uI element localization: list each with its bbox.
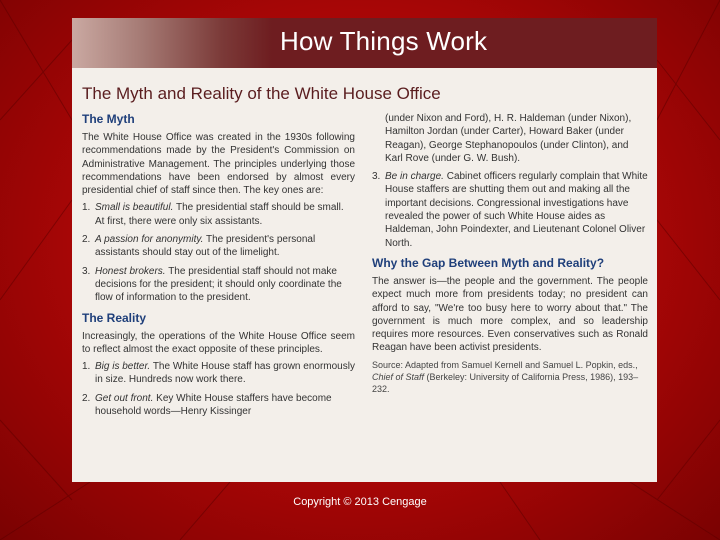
item-text: The president's personal assistants should stay out of the limelight. bbox=[95, 234, 316, 259]
list-item bbox=[82, 233, 355, 260]
copyright-footer: Copyright © 2013 Cengage bbox=[293, 496, 427, 508]
item-lead: Get out front. bbox=[95, 392, 154, 404]
reality-list bbox=[82, 360, 355, 418]
reality-heading: The Reality bbox=[82, 310, 147, 325]
myth-heading: The Myth bbox=[82, 112, 135, 126]
gap-text: The answer is—the people and the government. The people expect much more from presidents today; no president can afford to say, "We're too busy here to worry about that." The government is much more complex, and so leadership requires more resources. Even conservatives such as Ronald Reagan have been activist presidents. bbox=[372, 275, 648, 354]
item-number: 1. bbox=[82, 202, 91, 214]
item-number: 1. bbox=[82, 361, 91, 373]
reality-intro: Increasingly, the operations of the White House Office seem to reflect almost the exact opposite of these principles. bbox=[82, 330, 355, 355]
item-lead: Honest brokers. bbox=[95, 265, 166, 277]
document-title: The Myth and Reality of the White House Office bbox=[82, 84, 441, 103]
item-lead: A passion for anonymity. bbox=[95, 234, 204, 246]
source-prefix: Source: Adapted from Samuel Kernell and Samuel L. Popkin, eds., bbox=[372, 359, 638, 370]
item-lead: Big is better. bbox=[95, 361, 151, 373]
item-number: 2. bbox=[82, 392, 91, 404]
gap-heading: Why the Gap Between Myth and Reality? bbox=[372, 255, 605, 270]
source-citation bbox=[372, 359, 648, 395]
myth-list bbox=[82, 201, 355, 304]
item-text: Key White House staffers have become household words—Henry Kissinger bbox=[95, 392, 332, 418]
list-item bbox=[372, 170, 648, 250]
list-item bbox=[82, 360, 355, 387]
source-book: Chief of Staff bbox=[372, 371, 425, 382]
textbook-figure bbox=[72, 18, 657, 482]
item-number: 3. bbox=[82, 265, 91, 277]
item-text: The presidential staff should not make decisions for the president; it should only coordinate the flow of information to the president. bbox=[95, 265, 342, 304]
item-lead: Be in charge. bbox=[385, 171, 444, 183]
list-item bbox=[82, 392, 355, 419]
myth-intro: The White House Office was created in the 1930s following recommendations made by the President's Commission on Administrative Management. The principles underlying those recommendations have been endorsed by almost every presidential chief of staff since then. The key ones are: bbox=[82, 132, 355, 197]
banner-title: How Things Work bbox=[280, 26, 488, 56]
left-column bbox=[82, 112, 355, 424]
item-text: Cabinet officers regularly complain that White House staffers are shutting them out and making all the important decisions. Congressional investigations have revealed the power of such White House aides as Haldeman, John Poindexter, and Lieutenant Colonel Oliver North. bbox=[385, 171, 648, 249]
source-suffix: (Berkeley: University of California Press, 1986), 193–232. bbox=[372, 371, 639, 394]
item-number: 2. bbox=[82, 234, 91, 246]
reality-list-continued bbox=[372, 170, 648, 250]
item-lead: Small is beautiful. bbox=[95, 202, 174, 214]
banner-photo bbox=[72, 18, 272, 68]
item-number: 3. bbox=[372, 171, 381, 183]
banner bbox=[72, 18, 657, 68]
list-item bbox=[82, 265, 355, 305]
list-item bbox=[82, 201, 355, 228]
reality-item-continued: (under Nixon and Ford), H. R. Haldeman (under Nixon), Hamilton Jordan (under Carter), Howard Baker (under Reagan), George Stephanopoulos (under Clinton), and Karl Rove (under G. W. Bush). bbox=[385, 113, 632, 164]
item-text: The White House staff has grown enormously in size. Hundreds now work there. bbox=[95, 361, 355, 386]
right-column bbox=[372, 112, 648, 395]
item-text: The presidential staff should be small. At first, there were only six assistants. bbox=[95, 202, 344, 227]
